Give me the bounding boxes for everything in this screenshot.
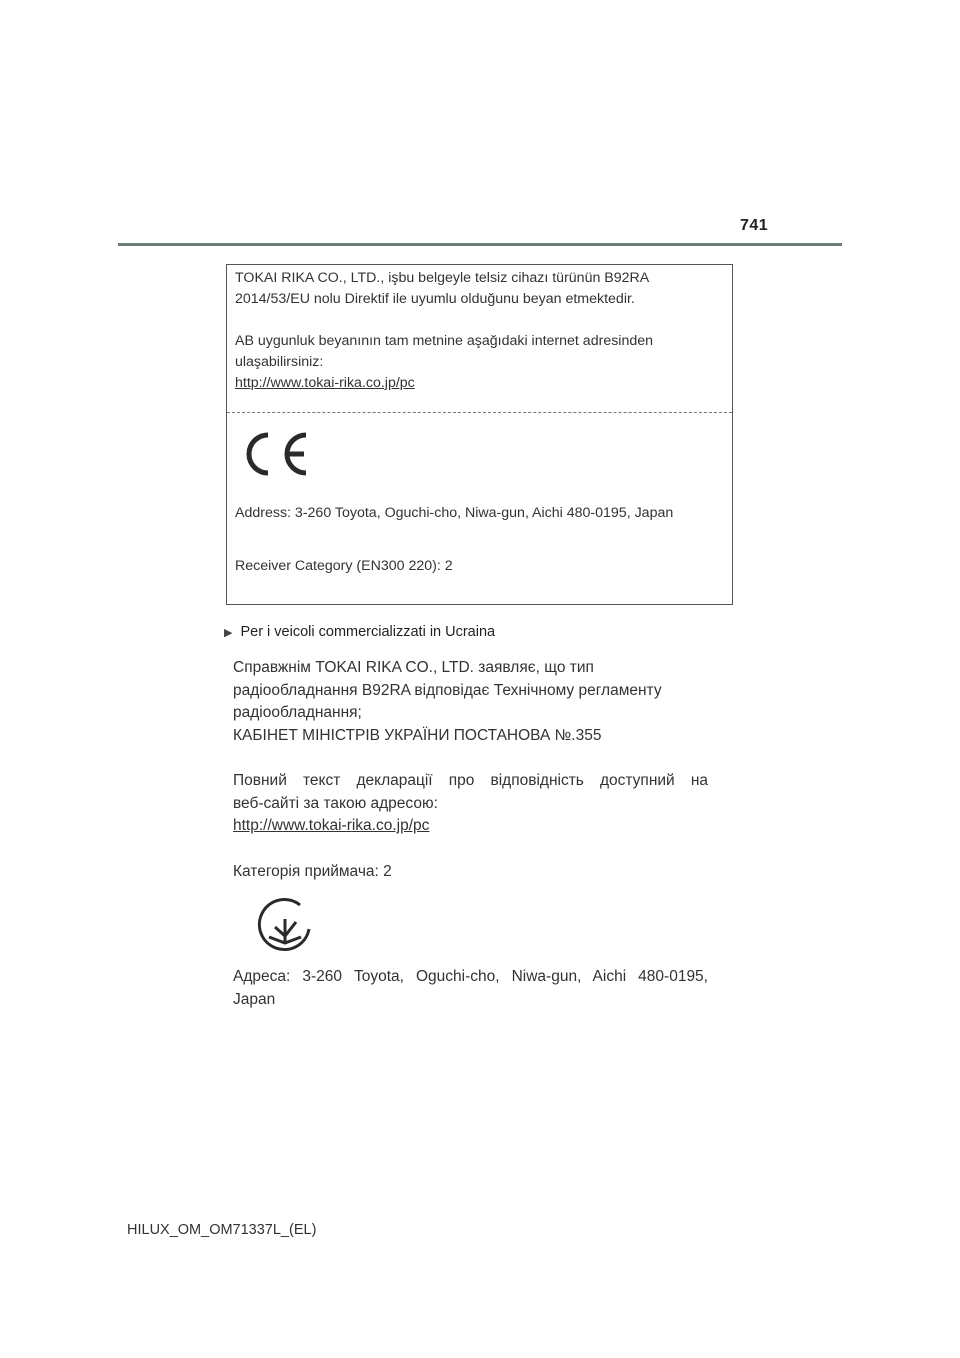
ce-mark-icon: [243, 429, 313, 484]
ua-line-1: Справжнім TOKAI RIKA CO., LTD. заявляє, що тип: [233, 659, 594, 676]
ua-address-line-2: Japan: [233, 990, 276, 1008]
ab-line-1: AB uygunluk beyanının tam metnine aşağıdaki internet adresinden: [235, 333, 654, 349]
ua-address: [233, 966, 708, 1011]
dashed-divider: [227, 412, 732, 413]
ua-full-text-line-1: Повний текст декларації про відповідність доступний на: [233, 772, 708, 789]
page-number: 741: [740, 217, 769, 234]
box-address: Address: 3-260 Toyota, Oguchi-cho, Niwa-gun, Aichi 480-0195, Japan: [235, 505, 674, 521]
section-title-text: Per i veicoli commercializzati in Ucraina: [240, 624, 496, 640]
ua-full-text-line-2: веб-сайті за такою адресою:: [233, 794, 438, 812]
ab-line-2: ulaşabilirsiniz:: [235, 354, 324, 370]
tokai-rika-link[interactable]: http://www.tokai-rika.co.jp/pc: [235, 375, 415, 391]
ua-receiver-category: Категорія приймача: 2: [233, 863, 392, 880]
triangle-right-icon: ▶: [224, 627, 233, 639]
ua-tokai-rika-link[interactable]: http://www.tokai-rika.co.jp/pc: [233, 817, 430, 834]
ua-line-4: КАБІНЕТ МІНІСТРІВ УКРАЇНИ ПОСТАНОВА №.355: [233, 726, 602, 744]
ua-line-2: радіообладнання B92RA відповідає Технічному регламенту: [233, 681, 662, 699]
turkish-declaration: [235, 268, 649, 310]
ua-address-line-1: Адреса: 3-260 Toyota, Oguchi-cho, Niwa-gun, Aichi 480-0195,: [233, 968, 708, 985]
turkish-line-1: TOKAI RIKA CO., LTD., işbu belgeyle telsiz cihazı türünün B92RA: [235, 270, 650, 286]
ab-conformity-text: [235, 331, 653, 394]
declaration-box: [226, 264, 733, 605]
ukrainian-declaration: [233, 657, 662, 747]
ukrainian-conformity-mark-icon: [256, 897, 314, 960]
section-heading: [224, 624, 495, 640]
ukrainian-full-text: [233, 770, 708, 838]
ua-line-3: радіообладнання;: [233, 704, 362, 721]
box-receiver-category: Receiver Category (EN300 220): 2: [235, 558, 453, 574]
header-rule: [118, 243, 842, 246]
document-code: HILUX_OM_OM71337L_(EL): [127, 1222, 317, 1238]
turkish-line-2: 2014/53/EU nolu Direktif ile uyumlu olduğunu beyan etmektedir.: [235, 291, 635, 307]
